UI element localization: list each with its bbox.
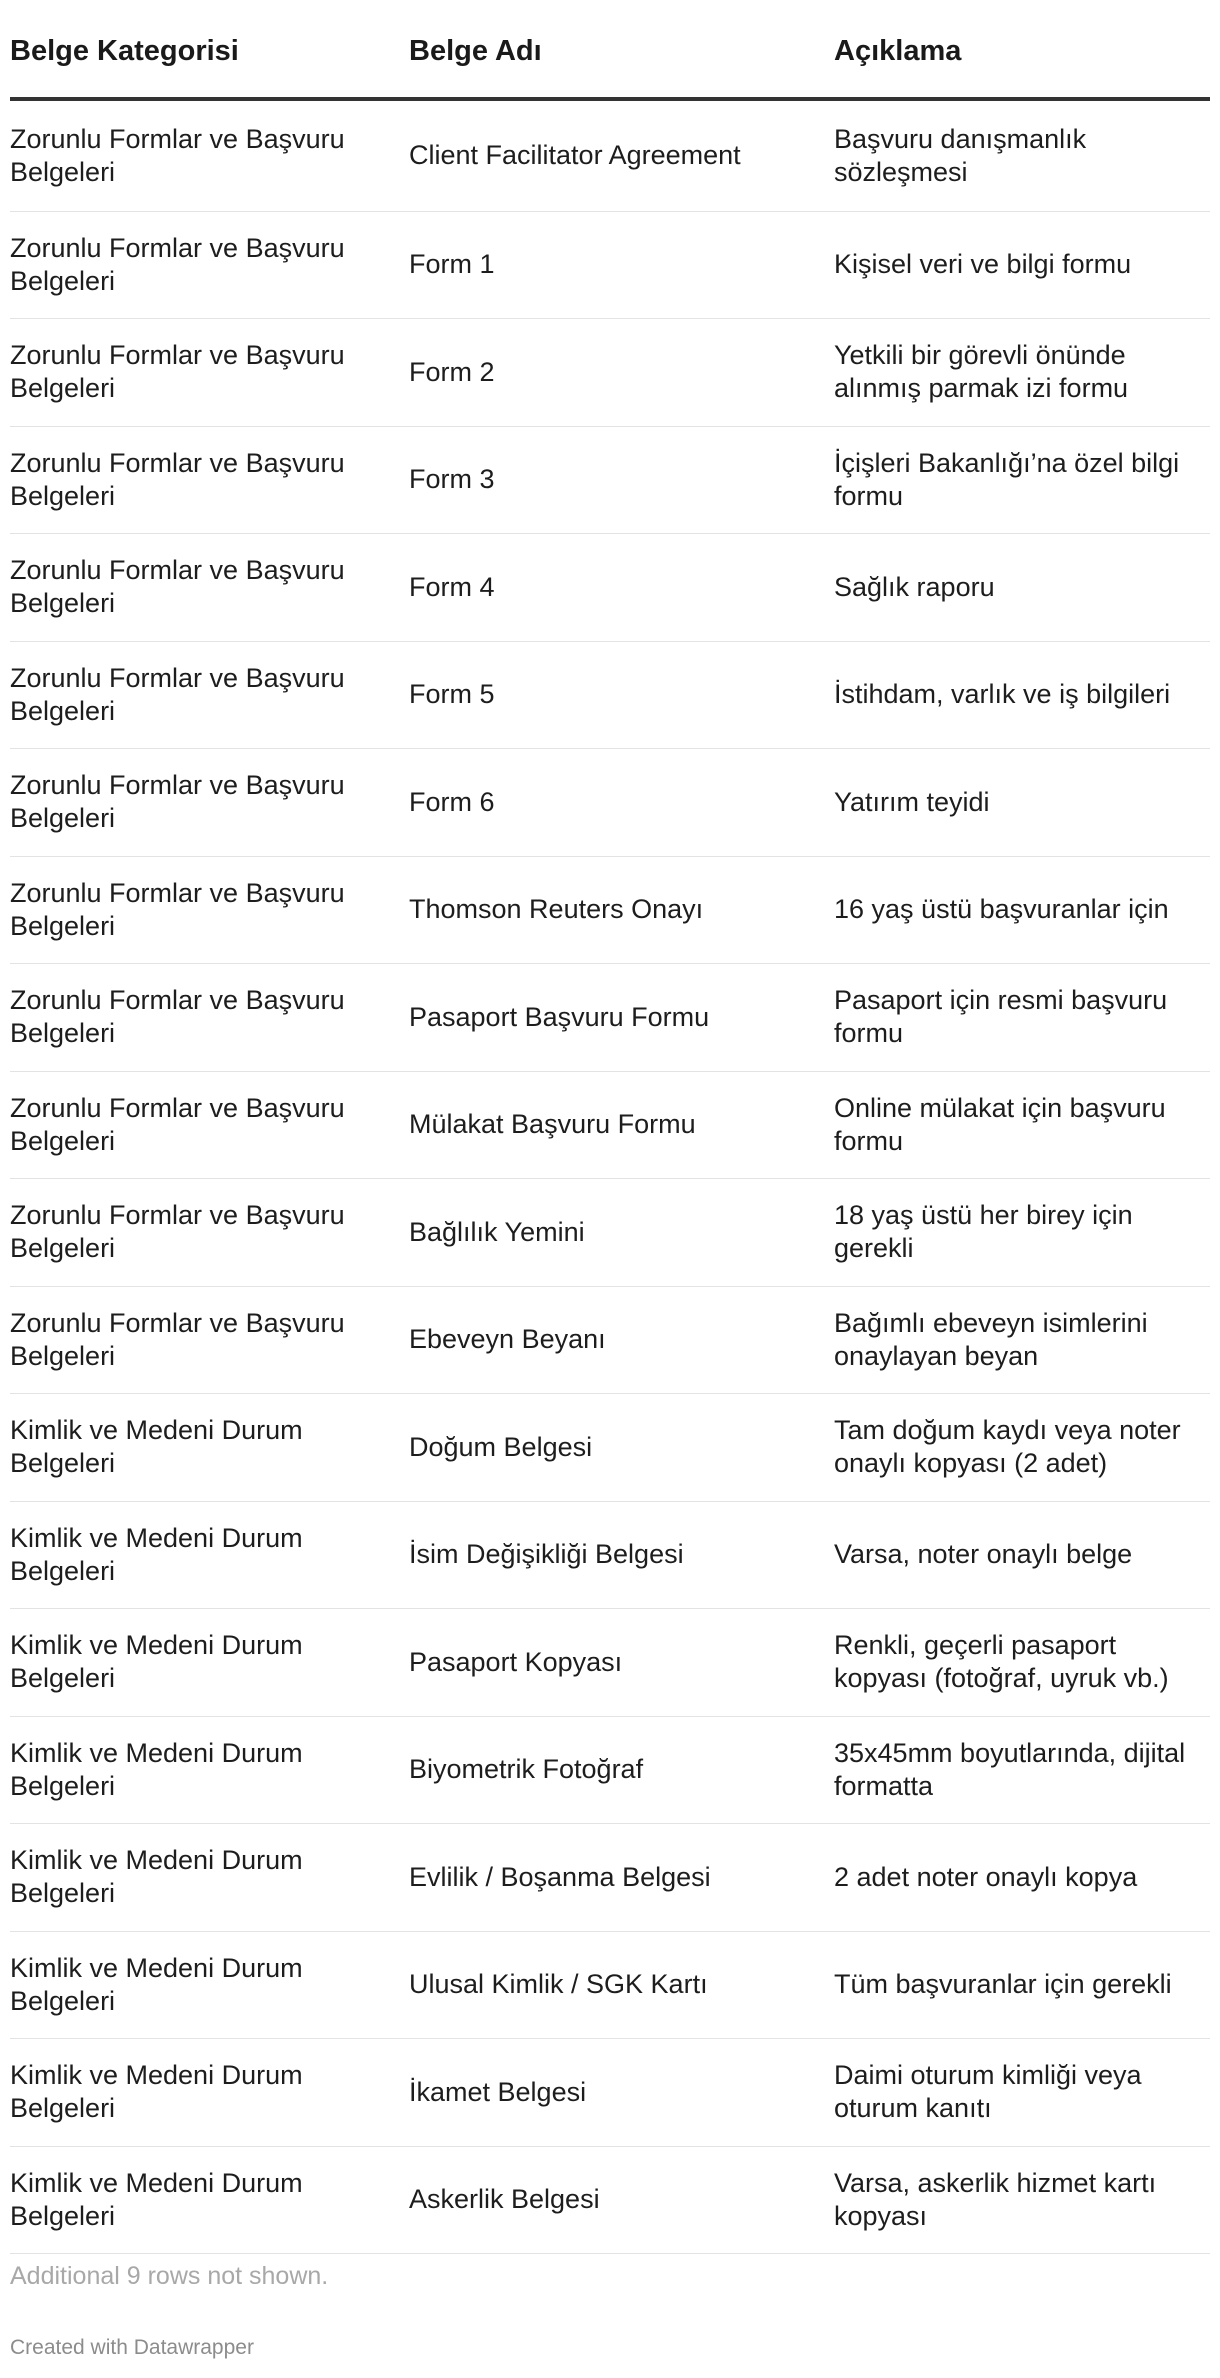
cell-category: Zorunlu Formlar ve Başvuru Belgeleri — [10, 641, 409, 749]
cell-description: Yetkili bir görevli önünde alınmış parmak izi formu — [834, 319, 1210, 427]
table-row — [10, 426, 1210, 534]
cell-category: Zorunlu Formlar ve Başvuru Belgeleri — [10, 856, 409, 964]
table-header — [10, 0, 1210, 99]
header-category[interactable]: Belge Kategorisi — [10, 0, 409, 99]
cell-category: Kimlik ve Medeni Durum Belgeleri — [10, 2039, 409, 2147]
header-document-name[interactable]: Belge Adı — [409, 0, 834, 99]
cell-description: Varsa, noter onaylı belge — [834, 1501, 1210, 1609]
table-row — [10, 1394, 1210, 1502]
table-row — [10, 1071, 1210, 1179]
cell-category: Zorunlu Formlar ve Başvuru Belgeleri — [10, 99, 409, 211]
cell-category: Zorunlu Formlar ve Başvuru Belgeleri — [10, 1179, 409, 1287]
cell-description: Daimi oturum kimliği veya oturum kanıtı — [834, 2039, 1210, 2147]
cell-description: Pasaport için resmi başvuru formu — [834, 964, 1210, 1072]
cell-document-name: Thomson Reuters Onayı — [409, 856, 834, 964]
cell-document-name: Form 6 — [409, 749, 834, 857]
cell-description: 35x45mm boyutlarında, dijital formatta — [834, 1716, 1210, 1824]
cell-description: Tüm başvuranlar için gerekli — [834, 1931, 1210, 2039]
table-row — [10, 749, 1210, 857]
cell-category: Kimlik ve Medeni Durum Belgeleri — [10, 2146, 409, 2254]
table-row — [10, 1179, 1210, 1287]
cell-description: İstihdam, varlık ve iş bilgileri — [834, 641, 1210, 749]
table-row — [10, 2146, 1210, 2254]
cell-document-name: İsim Değişikliği Belgesi — [409, 1501, 834, 1609]
cell-document-name: Ulusal Kimlik / SGK Kartı — [409, 1931, 834, 2039]
cell-document-name: Askerlik Belgesi — [409, 2146, 834, 2254]
cell-document-name: Client Facilitator Agreement — [409, 99, 834, 211]
cell-category: Zorunlu Formlar ve Başvuru Belgeleri — [10, 1286, 409, 1394]
cell-document-name: Mülakat Başvuru Formu — [409, 1071, 834, 1179]
table-row — [10, 319, 1210, 427]
cell-document-name: Form 4 — [409, 534, 834, 642]
cell-description: 18 yaş üstü her birey için gerekli — [834, 1179, 1210, 1287]
cell-description: Online mülakat için başvuru formu — [834, 1071, 1210, 1179]
cell-document-name: Ebeveyn Beyanı — [409, 1286, 834, 1394]
cell-document-name: İkamet Belgesi — [409, 2039, 834, 2147]
cell-description: Renkli, geçerli pasaport kopyası (fotoğraf, uyruk vb.) — [834, 1609, 1210, 1717]
table-row — [10, 1501, 1210, 1609]
datawrapper-credit[interactable]: Created with Datawrapper — [10, 2336, 254, 2359]
table-row — [10, 1716, 1210, 1824]
cell-description: Sağlık raporu — [834, 534, 1210, 642]
cell-category: Zorunlu Formlar ve Başvuru Belgeleri — [10, 749, 409, 857]
cell-category: Kimlik ve Medeni Durum Belgeleri — [10, 1931, 409, 2039]
cell-description: Başvuru danışmanlık sözleşmesi — [834, 99, 1210, 211]
cell-category: Kimlik ve Medeni Durum Belgeleri — [10, 1501, 409, 1609]
cell-category: Zorunlu Formlar ve Başvuru Belgeleri — [10, 534, 409, 642]
cell-document-name: Form 3 — [409, 426, 834, 534]
table-row — [10, 99, 1210, 211]
table-row — [10, 641, 1210, 749]
table-row — [10, 1286, 1210, 1394]
documents-table — [10, 0, 1210, 2254]
cell-description: Kişisel veri ve bilgi formu — [834, 211, 1210, 319]
hidden-rows-note: Additional 9 rows not shown. — [10, 2262, 329, 2290]
cell-description: Bağımlı ebeveyn isimlerini onaylayan beyan — [834, 1286, 1210, 1394]
cell-description: Yatırım teyidi — [834, 749, 1210, 857]
table-row — [10, 534, 1210, 642]
cell-document-name: Form 1 — [409, 211, 834, 319]
cell-category: Kimlik ve Medeni Durum Belgeleri — [10, 1716, 409, 1824]
cell-document-name: Pasaport Kopyası — [409, 1609, 834, 1717]
table-row — [10, 1824, 1210, 1932]
header-row — [10, 0, 1210, 99]
cell-description: Tam doğum kaydı veya noter onaylı kopyası (2 adet) — [834, 1394, 1210, 1502]
cell-category: Zorunlu Formlar ve Başvuru Belgeleri — [10, 319, 409, 427]
cell-category: Kimlik ve Medeni Durum Belgeleri — [10, 1824, 409, 1932]
cell-category: Zorunlu Formlar ve Başvuru Belgeleri — [10, 964, 409, 1072]
cell-category: Kimlik ve Medeni Durum Belgeleri — [10, 1394, 409, 1502]
table-body — [10, 99, 1210, 2254]
cell-document-name: Bağlılık Yemini — [409, 1179, 834, 1287]
cell-description: Varsa, askerlik hizmet kartı kopyası — [834, 2146, 1210, 2254]
cell-category: Kimlik ve Medeni Durum Belgeleri — [10, 1609, 409, 1717]
cell-document-name: Evlilik / Boşanma Belgesi — [409, 1824, 834, 1932]
table-row — [10, 211, 1210, 319]
table-row — [10, 856, 1210, 964]
cell-category: Zorunlu Formlar ve Başvuru Belgeleri — [10, 426, 409, 534]
cell-description: İçişleri Bakanlığı’na özel bilgi formu — [834, 426, 1210, 534]
cell-document-name: Form 2 — [409, 319, 834, 427]
cell-document-name: Biyometrik Fotoğraf — [409, 1716, 834, 1824]
cell-description: 16 yaş üstü başvuranlar için — [834, 856, 1210, 964]
table-row — [10, 1931, 1210, 2039]
cell-document-name: Form 5 — [409, 641, 834, 749]
cell-description: 2 adet noter onaylı kopya — [834, 1824, 1210, 1932]
table-row — [10, 1609, 1210, 1717]
table-row — [10, 964, 1210, 1072]
cell-category: Zorunlu Formlar ve Başvuru Belgeleri — [10, 1071, 409, 1179]
cell-document-name: Pasaport Başvuru Formu — [409, 964, 834, 1072]
cell-category: Zorunlu Formlar ve Başvuru Belgeleri — [10, 211, 409, 319]
header-description[interactable]: Açıklama — [834, 0, 1210, 99]
table-row — [10, 2039, 1210, 2147]
cell-document-name: Doğum Belgesi — [409, 1394, 834, 1502]
